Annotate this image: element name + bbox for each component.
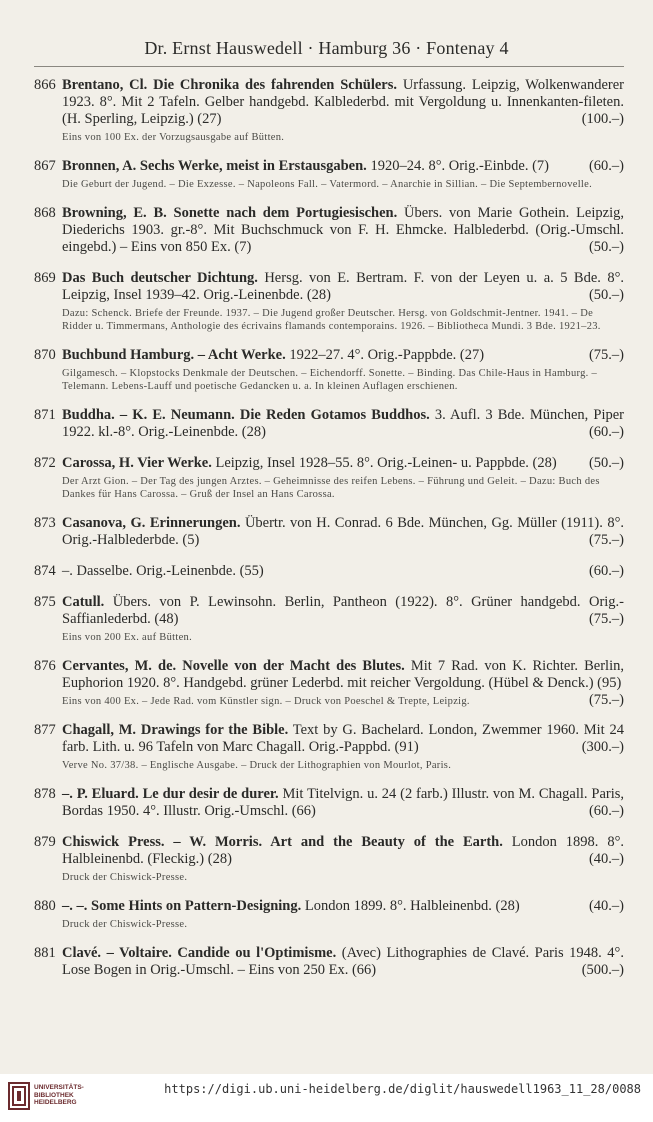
- entry-price: (75.–): [588, 611, 624, 627]
- entry-title: Cervantes, M. de. Novelle von der Macht des Blutes.: [62, 658, 405, 674]
- catalog-entry: [34, 515, 624, 549]
- entry-price: (40.–): [588, 851, 624, 867]
- entry-body: [62, 205, 624, 256]
- entry-note: Verve No. 37/38. – Englische Ausgabe. – Druck der Lithographien von Mourlot, Paris.: [62, 760, 452, 771]
- entry-number: 869: [34, 270, 56, 286]
- entry-price: (75.–): [588, 532, 624, 548]
- entry-price: (300.–): [581, 739, 624, 755]
- catalog-entry: [34, 722, 624, 772]
- entry-description: Leipzig, Insel 1928–55. 8°. Orig.-Leinen- u. Pappbde. (28): [215, 455, 557, 471]
- catalog-entry: [34, 834, 624, 884]
- page-header: Dr. Ernst Hauswedell · Hamburg 36 · Fontenay 4: [144, 38, 509, 58]
- entry-description: Hersg. von E. Bertram. F. von der Leyen u. a. 5 Bde. 8°. Leipzig, Insel 1939–42. Orig.-Leinenbde. (28): [62, 270, 625, 303]
- library-name-line2: BIBLIOTHEK: [34, 1091, 74, 1099]
- entry-number: 871: [34, 407, 56, 423]
- catalog-entry: [34, 158, 624, 191]
- library-name: [34, 1084, 84, 1107]
- entry-number: 878: [34, 786, 56, 802]
- entry-note: Die Geburt der Jugend. – Die Exzesse. – Napoleons Fall. – Vatermord. – Anarchie in Sillian. – Die Septembernovelle.: [62, 179, 593, 190]
- header-rule: [34, 66, 624, 67]
- entry-number: 876: [34, 658, 56, 674]
- entry-number: 874: [34, 563, 56, 579]
- entry-number: 879: [34, 834, 56, 850]
- entry-number: 868: [34, 205, 56, 221]
- catalog-entry: [34, 786, 624, 820]
- entry-body: [62, 407, 624, 441]
- entry-title: Brentano, Cl. Die Chronika des fahrenden Schülers.: [62, 77, 397, 93]
- entry-note: Dazu: Schenck. Briefe der Freunde. 1937. – Die Jugend großer Deutscher. Hersg. von Goldschmit-Jentner. 1941. – De Ridder u. Timmermans, Anthologie des écrivains flamands contemporains. 1926. – Bibliotheca Mundi. 3 Bde. 1921–23.: [62, 308, 601, 332]
- entry-price: (50.–): [588, 455, 624, 471]
- catalog-entry: [34, 77, 624, 144]
- entry-note: Druck der Chiswick-Presse.: [62, 872, 188, 883]
- entry-description: London 1898. 8°. Halbleinenbd. (Fleckig.) (28): [62, 834, 624, 867]
- library-name-line1: UNIVERSITÄTS-: [34, 1084, 84, 1091]
- entry-number: 877: [34, 722, 56, 738]
- entry-price: (60.–): [588, 803, 624, 819]
- entry-number: 870: [34, 347, 56, 363]
- library-name-line3: HEIDELBERG: [34, 1099, 77, 1106]
- entry-body: [62, 898, 624, 915]
- footer-bar: [0, 1074, 653, 1122]
- entry-description: Übertr. von H. Conrad. 6 Bde. München, Gg. Müller (1911). 8°. Orig.-Halblederbde. (5): [62, 515, 624, 548]
- entry-price: (100.–): [581, 111, 624, 127]
- entry-description: Text by G. Bachelard. London, Zwemmer 1960. Mit 24 farb. Lith. u. 96 Tafeln von Marc Chagall. Orig.-Pappbd. (91): [62, 722, 624, 755]
- catalog-entry: [34, 945, 624, 979]
- catalog-entry: [34, 455, 624, 501]
- catalog-entry: [34, 347, 624, 393]
- catalog-entry: [34, 563, 624, 580]
- entry-title: Chiswick Press. – W. Morris. Art and the Beauty of the Earth.: [62, 834, 503, 850]
- entry-title: Carossa, H. Vier Werke.: [62, 455, 212, 471]
- entry-description: Übers. von Marie Gothein. Leipzig, Diederichs 1903. gr.-8°. Mit Buchschmuck von F. H. Ehmcke. Halblederbd. (Orig.-Umschl. eingebd.) – Eins von 850 Ex. (7): [62, 205, 624, 255]
- entry-note: Eins von 200 Ex. auf Bütten.: [62, 632, 193, 643]
- catalog-entry: [34, 270, 624, 333]
- entry-description: 1922–27. 4°. Orig.-Pappbde. (27): [289, 347, 485, 363]
- entry-title: Buddha. – K. E. Neumann. Die Reden Gotamos Buddhos.: [62, 407, 430, 423]
- entry-note: Der Arzt Gion. – Der Tag des jungen Arztes. – Geheimnisse des reifen Lebens. – Führung und Geleit. – Dazu: Buch des Dankes für Hans Carossa. – Gruß der Insel an Hans Carossa.: [62, 476, 600, 500]
- catalog-entry: [34, 594, 624, 644]
- entry-description: 1920–24. 8°. Orig.-Einbde. (7): [370, 158, 549, 174]
- entry-description: Mit Titelvign. u. 24 (2 farb.) Illustr. von M. Chagall. Paris, Bordas 1950. 4°. Illustr. Orig.-Umschl. (66): [62, 786, 625, 819]
- entry-body: [62, 347, 624, 364]
- entry-number: 880: [34, 898, 56, 914]
- entry-description: –. Dasselbe. Orig.-Leinenbde. (55): [62, 563, 264, 579]
- source-url-link[interactable]: https://digi.ub.uni-heidelberg.de/diglit/hauswedell1963_11_28/0088: [164, 1082, 641, 1096]
- entry-price: (75.–): [588, 347, 624, 363]
- library-logo-icon: [8, 1082, 30, 1110]
- entry-title: Browning, E. B. Sonette nach dem Portugiesischen.: [62, 205, 398, 221]
- entry-body: [62, 834, 624, 868]
- entry-title: Catull.: [62, 594, 105, 610]
- entry-title: Chagall, M. Drawings for the Bible.: [62, 722, 289, 738]
- catalog-entry: [34, 205, 624, 256]
- entry-title: Buchbund Hamburg. – Acht Werke.: [62, 347, 286, 363]
- entry-body: [62, 77, 624, 128]
- entry-note: Eins von 100 Ex. der Vorzugsausgabe auf Bütten.: [62, 132, 285, 143]
- entry-body: [62, 158, 624, 175]
- entry-price: (60.–): [588, 563, 624, 579]
- entry-description: Mit 7 Rad. von K. Richter. Berlin, Euphorion 1920. 8°. Handgebd. grüner Lederbd. mit reicher Vergoldung. (Hübel & Denck.) (95): [62, 658, 624, 691]
- entry-price: (50.–): [588, 239, 624, 255]
- entry-body: [62, 945, 624, 979]
- entry-body: [62, 786, 624, 820]
- entry-number: 873: [34, 515, 56, 531]
- entry-title: Das Buch deutscher Dichtung.: [62, 270, 258, 286]
- entry-body: [62, 455, 624, 472]
- entry-title: –. P. Eluard. Le dur desir de durer.: [62, 786, 279, 802]
- entry-number: 867: [34, 158, 56, 174]
- entry-number: 866: [34, 77, 56, 93]
- catalog-entry: [34, 898, 624, 931]
- entry-note: Gilgamesch. – Klopstocks Denkmale der Deutschen. – Eichendorff. Sonette. – Binding. Das Chile-Haus in Hamburg. – Telemann. Lebens-Lauff und poetische Gedancken u. a. In kleinen Auflagen erschienen.: [62, 368, 598, 392]
- entry-price: (60.–): [588, 158, 624, 174]
- entry-body: [62, 563, 624, 580]
- entry-price: (50.–): [588, 287, 624, 303]
- entry-price: (60.–): [588, 424, 624, 440]
- catalog-entries: [34, 77, 624, 993]
- entry-description: Urfassung. Leipzig, Wolkenwanderer 1923. 8°. Mit 2 Tafeln. Gelber handgebd. Kalblederbd. mit Vergoldung u. Innenkanten-fileten. (H. Sperling, Leipzig.) (27): [62, 77, 624, 127]
- entry-price: (40.–): [588, 898, 624, 914]
- entry-body: [62, 722, 624, 756]
- entry-price: (500.–): [581, 962, 624, 978]
- entry-title: Bronnen, A. Sechs Werke, meist in Erstausgaben.: [62, 158, 367, 174]
- entry-body: [62, 515, 624, 549]
- entry-description: Übers. von P. Lewinsohn. Berlin, Pantheon (1922). 8°. Grüner handgebd. Orig.-Saffianlederbd. (48): [62, 594, 625, 627]
- entry-number: 881: [34, 945, 56, 961]
- entry-number: 872: [34, 455, 56, 471]
- entry-title: –. –. Some Hints on Pattern-Designing.: [62, 898, 302, 914]
- entry-description: 3. Aufl. 3 Bde. München, Piper 1922. kl.-8°. Orig.-Leinenbde. (28): [62, 407, 624, 440]
- entry-body: [62, 594, 624, 628]
- entry-number: 875: [34, 594, 56, 610]
- entry-description: (Avec) Lithographies de Clavé. Paris 1948. 4°. Lose Bogen in Orig.-Umschl. – Eins von 250 Ex. (66): [62, 945, 624, 978]
- catalog-entry: [34, 407, 624, 441]
- entry-note: Eins von 400 Ex. – Jede Rad. vom Künstler sign. – Druck von Poeschel & Trepte, Leipzig.: [62, 696, 470, 707]
- entry-price: (75.–): [588, 692, 624, 708]
- catalog-entry: [34, 658, 624, 708]
- entry-body: [62, 270, 624, 304]
- entry-note: Druck der Chiswick-Presse.: [62, 919, 188, 930]
- entry-title: Clavé. – Voltaire. Candide ou l'Optimisme.: [62, 945, 337, 961]
- entry-description: London 1899. 8°. Halbleinenbd. (28): [304, 898, 520, 914]
- entry-title: Casanova, G. Erinnerungen.: [62, 515, 241, 531]
